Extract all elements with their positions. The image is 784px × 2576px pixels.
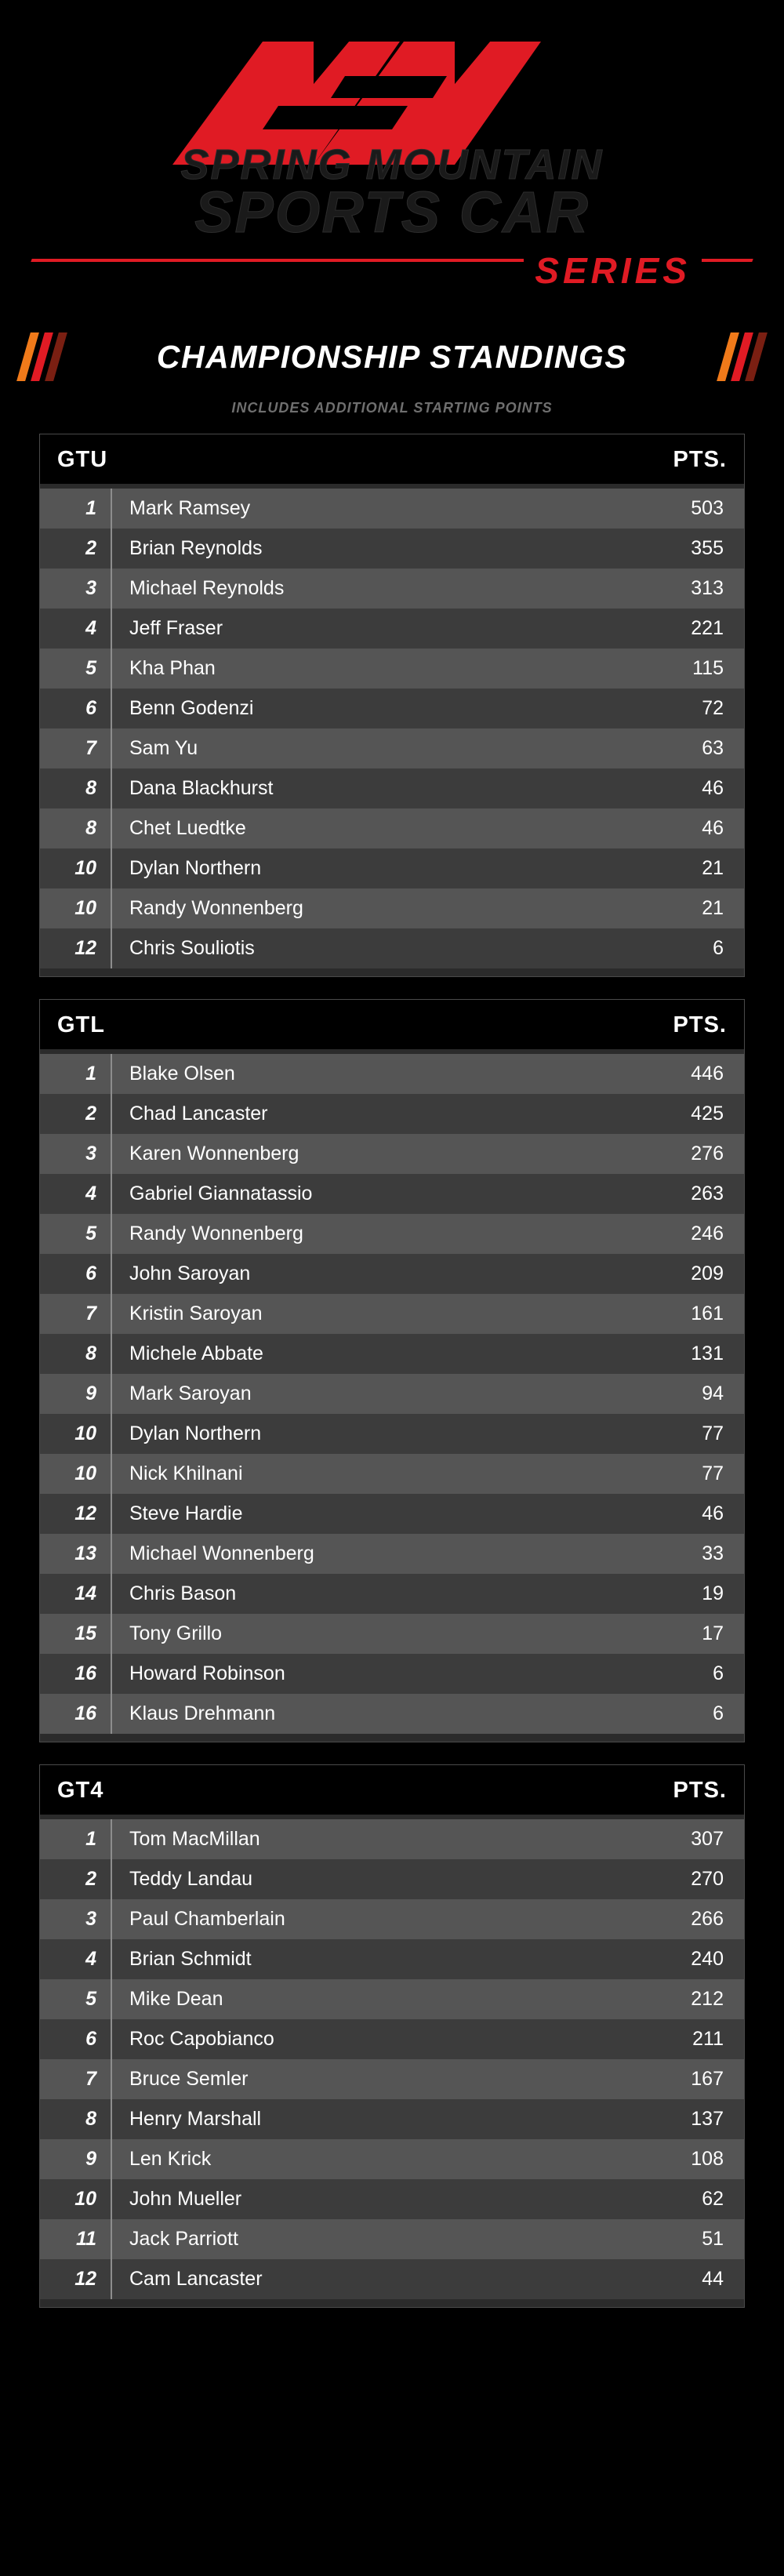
row-position: 2 [85,1868,96,1890]
table-row [40,848,744,888]
class-standings-table [39,434,745,977]
table-row [40,768,744,808]
row-points: 266 [691,1908,724,1930]
standings-tables [0,434,784,2308]
table-row [40,728,744,768]
table-row [40,2099,744,2139]
row-driver-name: John Saroyan [129,1263,251,1284]
row-points: 62 [702,2188,724,2210]
row-position: 14 [74,1582,96,1604]
class-table-rows [40,1815,744,2307]
row-driver-name: Steve Hardie [129,1502,243,1524]
row-driver-name: Chad Lancaster [129,1103,268,1125]
table-row [40,1174,744,1214]
row-driver-name: Brian Schmidt [129,1948,252,1970]
row-driver-name: Klaus Drehmann [129,1702,276,1724]
table-row [40,569,744,609]
logo-series-text: SERIES [524,249,702,292]
row-position: 7 [85,1303,96,1324]
table-row [40,689,744,728]
row-position: 8 [85,817,96,839]
row-position: 2 [85,1103,96,1125]
table-row [40,2059,744,2099]
table-row [40,2019,744,2059]
row-points: 137 [691,2108,724,2130]
row-position: 3 [85,577,96,599]
row-points: 131 [691,1342,724,1364]
row-position: 10 [74,897,96,919]
table-row [40,1574,744,1614]
row-position: 8 [85,2108,96,2130]
row-position: 9 [85,1382,96,1404]
points-column-header: PTS. [673,1012,727,1037]
row-points: 115 [692,657,724,679]
row-points: 167 [691,2068,724,2090]
row-points: 33 [702,1542,724,1564]
row-position: 1 [85,1828,96,1850]
table-row [40,928,744,968]
row-position: 10 [74,2188,96,2210]
class-table-header [40,1765,744,1815]
class-standings-table [39,999,745,1742]
table-row [40,1214,744,1254]
row-position: 5 [85,1988,96,2010]
row-points: 108 [691,2148,724,2170]
points-column-header: PTS. [673,447,727,472]
row-position: 4 [85,617,96,639]
row-driver-name: Randy Wonnenberg [129,897,303,919]
row-points: 17 [702,1622,724,1644]
row-position: 12 [74,1502,96,1524]
row-driver-name: Bruce Semler [129,2068,249,2090]
row-position: 12 [74,937,96,959]
row-driver-name: Paul Chamberlain [129,1908,285,1930]
row-points: 77 [702,1462,724,1484]
table-row [40,1294,744,1334]
row-position: 9 [85,2148,96,2170]
table-row [40,1694,744,1734]
table-row [40,1054,744,1094]
table-row [40,649,744,689]
class-table-rows [40,1049,744,1742]
left-slash-decoration [24,332,60,381]
right-slash-decoration [724,332,760,381]
row-position: 10 [74,857,96,879]
row-driver-name: Benn Godenzi [129,697,254,719]
row-position: 7 [85,2068,96,2090]
row-position: 6 [85,2028,96,2050]
row-position: 2 [85,537,96,559]
title-bar [0,314,784,400]
table-row [40,1654,744,1694]
row-driver-name: Brian Reynolds [129,537,263,559]
row-driver-name: Blake Olsen [129,1063,235,1085]
table-row [40,808,744,848]
row-points: 44 [702,2268,724,2290]
table-row [40,1494,744,1534]
row-driver-name: Mark Saroyan [129,1382,252,1404]
row-driver-name: Michele Abbate [129,1342,263,1364]
row-points: 263 [691,1183,724,1204]
row-driver-name: John Mueller [129,2188,242,2210]
row-driver-name: Tom MacMillan [129,1828,260,1850]
table-row [40,1094,744,1134]
logo-header [0,0,784,314]
row-position: 3 [85,1908,96,1930]
table-row [40,1134,744,1174]
row-driver-name: Gabriel Giannatassio [129,1183,313,1204]
row-points: 94 [702,1382,724,1404]
page-title: CHAMPIONSHIP STANDINGS [156,338,628,375]
row-position: 8 [85,1342,96,1364]
row-position: 10 [74,1422,96,1444]
row-points: 161 [691,1303,724,1324]
row-position: 1 [85,1063,96,1085]
row-position: 16 [74,1702,96,1724]
row-driver-name: Michael Wonnenberg [129,1542,314,1564]
table-row [40,1534,744,1574]
row-points: 19 [702,1582,724,1604]
row-points: 446 [691,1063,724,1085]
class-name-label: GTU [57,447,108,472]
row-driver-name: Mark Ramsey [129,497,251,519]
row-driver-name: Tony Grillo [129,1622,223,1644]
row-driver-name: Chris Bason [129,1582,237,1604]
row-driver-name: Cam Lancaster [129,2268,263,2290]
row-position: 12 [74,2268,96,2290]
row-points: 355 [691,537,724,559]
row-points: 211 [692,2028,724,2050]
row-driver-name: Nick Khilnani [129,1462,243,1484]
row-driver-name: Dylan Northern [129,857,262,879]
logo-wordmark [0,141,784,245]
row-points: 6 [713,937,724,959]
row-driver-name: Karen Wonnenberg [129,1143,299,1164]
row-driver-name: Dana Blackhurst [129,777,274,799]
row-position: 6 [85,697,96,719]
row-position: 8 [85,777,96,799]
row-position: 13 [74,1542,96,1564]
table-row [40,529,744,569]
class-standings-table [39,1764,745,2308]
row-position: 6 [85,1263,96,1284]
row-points: 6 [713,1662,724,1684]
row-position: 4 [85,1948,96,1970]
row-points: 72 [702,697,724,719]
row-driver-name: Kha Phan [129,657,216,679]
row-driver-name: Mike Dean [129,1988,223,2010]
table-row [40,1819,744,1859]
table-row [40,1979,744,2019]
class-table-header [40,434,744,484]
row-points: 21 [702,897,724,919]
row-position: 15 [74,1622,96,1644]
row-driver-name: Roc Capobianco [129,2028,274,2050]
row-driver-name: Len Krick [129,2148,212,2170]
class-name-label: GT4 [57,1778,104,1803]
row-position: 1 [85,497,96,519]
row-position: 10 [74,1462,96,1484]
row-position: 4 [85,1183,96,1204]
row-points: 270 [691,1868,724,1890]
table-row [40,1899,744,1939]
row-points: 46 [702,777,724,799]
table-row [40,1454,744,1494]
table-row [40,1859,744,1899]
row-driver-name: Teddy Landau [129,1868,253,1890]
row-driver-name: Sam Yu [129,737,198,759]
row-driver-name: Henry Marshall [129,2108,262,2130]
row-position: 11 [76,2228,96,2250]
table-row [40,1939,744,1979]
logo-line-1: SPRING MOUNTAIN [180,141,604,188]
row-points: 46 [702,817,724,839]
page-subtitle: INCLUDES ADDITIONAL STARTING POINTS [231,400,553,416]
table-row [40,1254,744,1294]
table-row [40,1374,744,1414]
table-row [40,1414,744,1454]
row-driver-name: Chris Souliotis [129,937,255,959]
row-driver-name: Jack Parriott [129,2228,238,2250]
row-points: 63 [702,737,724,759]
row-driver-name: Chet Luedtke [129,817,246,839]
row-driver-name: Jeff Fraser [129,617,223,639]
table-row [40,1614,744,1654]
row-driver-name: Kristin Saroyan [129,1303,263,1324]
row-driver-name: Dylan Northern [129,1422,262,1444]
row-points: 21 [702,857,724,879]
row-points: 240 [691,1948,724,1970]
row-position: 7 [85,737,96,759]
row-points: 307 [691,1828,724,1850]
row-points: 276 [691,1143,724,1164]
row-points: 503 [691,497,724,519]
row-driver-name: Randy Wonnenberg [129,1223,303,1244]
table-row [40,2259,744,2299]
points-column-header: PTS. [673,1778,727,1803]
table-row [40,2179,744,2219]
row-driver-name: Howard Robinson [129,1662,285,1684]
row-position: 5 [85,657,96,679]
table-row [40,489,744,529]
table-row [40,1334,744,1374]
class-table-header [40,1000,744,1049]
row-points: 209 [691,1263,724,1284]
class-name-label: GTL [57,1012,105,1037]
row-points: 212 [691,1988,724,2010]
row-position: 16 [74,1662,96,1684]
row-points: 46 [702,1502,724,1524]
row-points: 425 [691,1103,724,1125]
row-points: 221 [691,617,724,639]
row-points: 313 [691,577,724,599]
row-points: 51 [702,2228,724,2250]
row-points: 6 [713,1702,724,1724]
row-position: 3 [85,1143,96,1164]
table-row [40,2219,744,2259]
row-points: 77 [702,1422,724,1444]
row-position: 5 [85,1223,96,1244]
logo-line-2: SPORTS CAR [194,180,590,245]
row-points: 246 [691,1223,724,1244]
row-driver-name: Michael Reynolds [129,577,285,599]
table-row [40,888,744,928]
table-row [40,609,744,649]
table-row [40,2139,744,2179]
class-table-rows [40,484,744,976]
